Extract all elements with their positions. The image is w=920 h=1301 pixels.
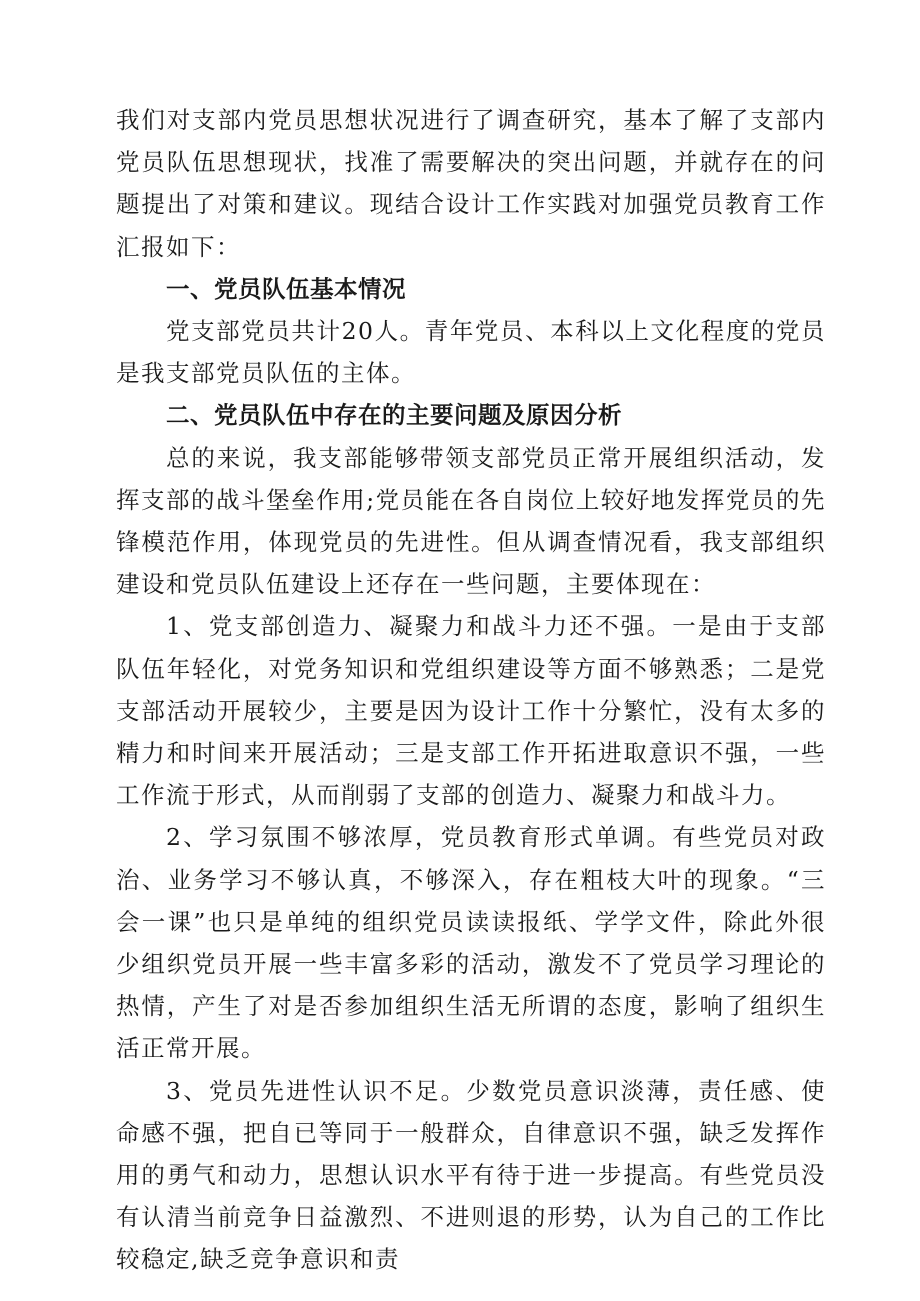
- summary-paragraph: 总的来说，我支部能够带领支部党员正常开展组织活动，发挥支部的战斗堡垒作用;党员能在各自岗位上较好地发挥党员的先锋模范作用，体现党员的先进性。但从调查情况看，我支部组织建设和党员队伍建设上还存在一些问题，主要体现在：: [116, 443, 826, 599]
- document-body: [116, 99, 826, 1281]
- section-heading-1: 一、党员队伍基本情况: [166, 274, 406, 303]
- problem-2-paragraph: 2、学习氛围不够浓厚，党员教育形式单调。有些党员对政治、业务学习不够认真，不够深入，存在粗枝大叶的现象。“三会一课”也只是单纯的组织党员读读报纸、学学文件，除此外很少组织党员开展一些丰富多彩的活动，激发不了党员学习理论的热情，产生了对是否参加组织生活无所谓的态度，影响了组织生活正常开展。: [116, 823, 826, 1063]
- problem-3-paragraph: 3、党员先进性认识不足。少数党员意识淡薄，责任感、使命感不强，把自已等同于一般群众，自律意识不强，缺乏发挥作用的勇气和动力，思想认识水平有待于进一步提高。有些党员没有认清当前竞争日益激烈、不进则退的形势，认为自己的工作比较稳定,缺乏竞争意识和责: [116, 1076, 826, 1274]
- section-heading-2: 二、党员队伍中存在的主要问题及原因分析: [166, 401, 622, 430]
- basic-situation-paragraph: 党支部党员共计20人。青年党员、本科以上文化程度的党员是我支部党员队伍的主体。: [116, 317, 826, 388]
- problem-1-paragraph: 1、党支部创造力、凝聚力和战斗力还不强。一是由于支部队伍年轻化，对党务知识和党组织建设等方面不够熟悉；二是党支部活动开展较少，主要是因为设计工作十分繁忙，没有太多的精力和时间来开展活动；三是支部工作开拓进取意识不强，一些工作流于形式，从而削弱了支部的创造力、凝聚力和战斗力。: [116, 612, 826, 810]
- intro-paragraph: 我们对支部内党员思想状况进行了调查研究，基本了解了支部内党员队伍思想现状，找准了需要解决的突出问题，并就存在的问题提出了对策和建议。现结合设计工作实践对加强党员教育工作汇报如下：: [116, 106, 826, 261]
